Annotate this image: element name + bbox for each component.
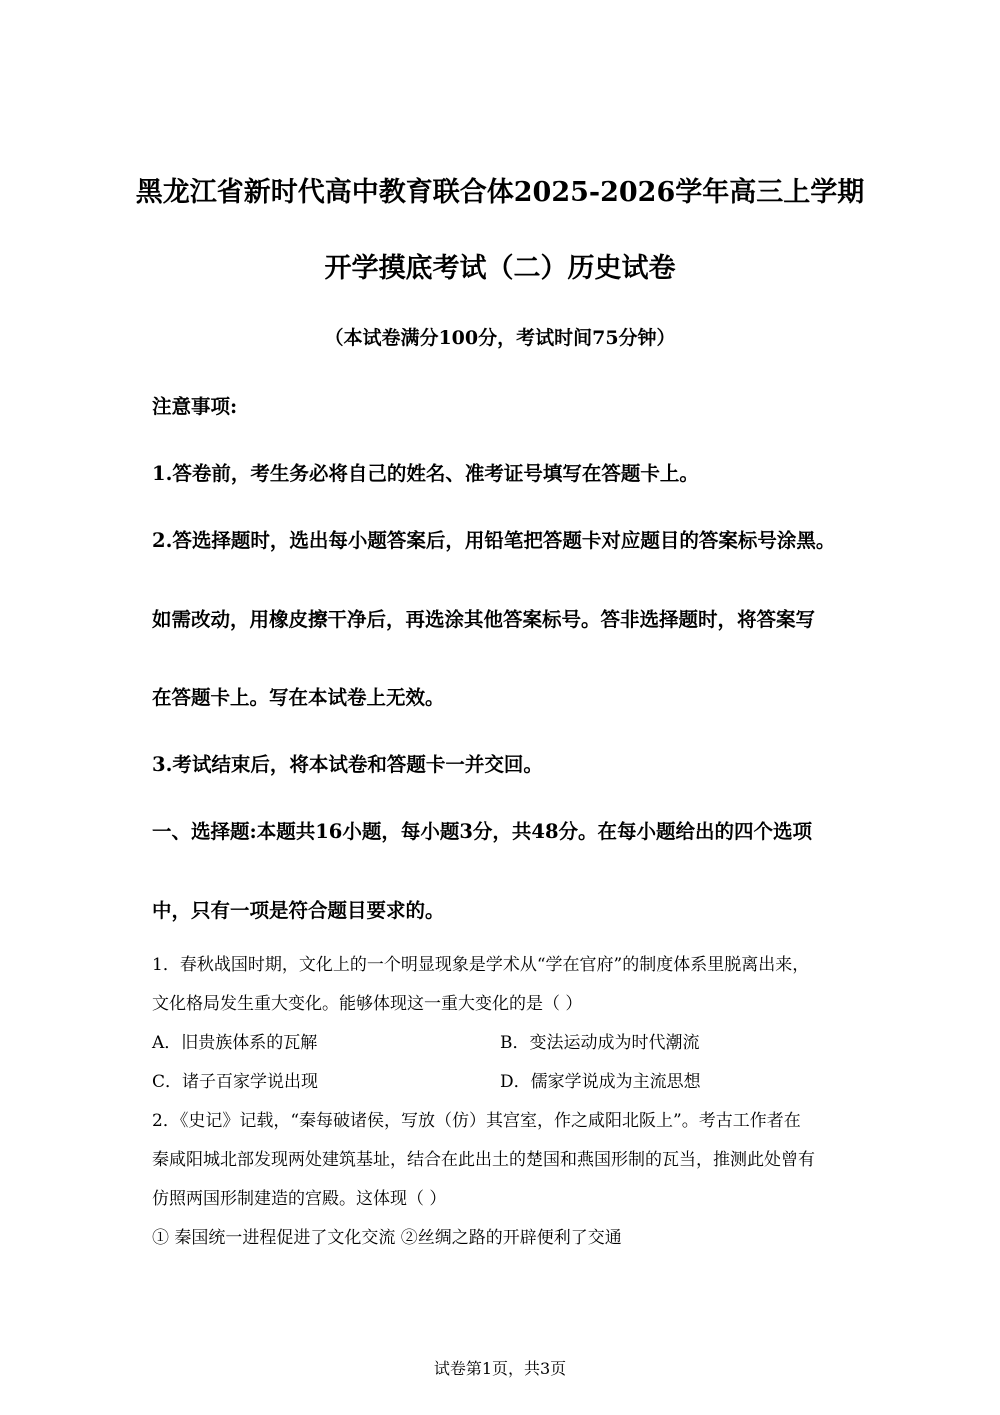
question-1-option-b: B．变法运动成为时代潮流 (500, 1033, 700, 1053)
question-1-stem-line-1: 1．春秋战国时期，文化上的一个明显现象是学术从“学在官府”的制度体系里脱离出来， (152, 955, 810, 975)
page-footer: 试卷第1页，共3页 (433, 1359, 567, 1378)
question-1-option-a: A．旧贵族体系的瓦解 (152, 1033, 318, 1053)
notice-heading: 注意事项: (152, 395, 238, 418)
section-heading-line-2: 中，只有一项是符合题目要求的。 (152, 899, 445, 922)
notice-item-1: 1.答卷前，考生务必将自己的姓名、准考证号填写在答题卡上。 (152, 462, 699, 485)
notice-item-2-line-2: 如需改动，用橡皮擦干净后，再选涂其他答案标号。答非选择题时，将答案写 (152, 608, 816, 631)
section-heading-line-1: 一、选择题:本题共16小题，每小题3分，共48分。在每小题给出的四个选项 (152, 820, 813, 843)
notice-item-2-line-3: 在答题卡上。写在本试卷上无效。 (152, 686, 445, 709)
notice-item-2-line-1: 2.答选择题时，选出每小题答案后，用铅笔把答题卡对应题目的答案标号涂黑。 (152, 529, 836, 552)
question-1-stem-line-2: 文化格局发生重大变化。能够体现这一重大变化的是（ ） (152, 994, 583, 1014)
exam-info: （本试卷满分100分，考试时间75分钟） (324, 327, 676, 349)
question-1-option-d: D．儒家学说成为主流思想 (500, 1072, 701, 1092)
exam-title-line-2: 开学摸底考试（二）历史试卷 (324, 253, 676, 284)
question-2-stem-line-2: 秦咸阳城北部发现两处建筑基址，结合在此出土的楚国和燕国形制的瓦当，推测此处曾有 (152, 1150, 815, 1170)
exam-title-line-1: 黑龙江省新时代高中教育联合体2025-2026学年高三上学期 (135, 177, 865, 208)
question-2-statements: ① 秦国统一进程促进了文化交流 ②丝绸之路的开辟便利了交通 (152, 1228, 622, 1248)
question-2-stem-line-3: 仿照两国形制建造的宫殿。这体现（ ） (152, 1189, 447, 1209)
question-1-option-c: C．诸子百家学说出现 (152, 1072, 319, 1092)
question-2-stem-line-1: 2．《史记》记载，“秦每破诸侯，写放（仿）其宫室，作之咸阳北阪上”。考古工作者在 (152, 1111, 801, 1131)
notice-item-3: 3.考试结束后，将本试卷和答题卡一并交回。 (152, 753, 543, 776)
